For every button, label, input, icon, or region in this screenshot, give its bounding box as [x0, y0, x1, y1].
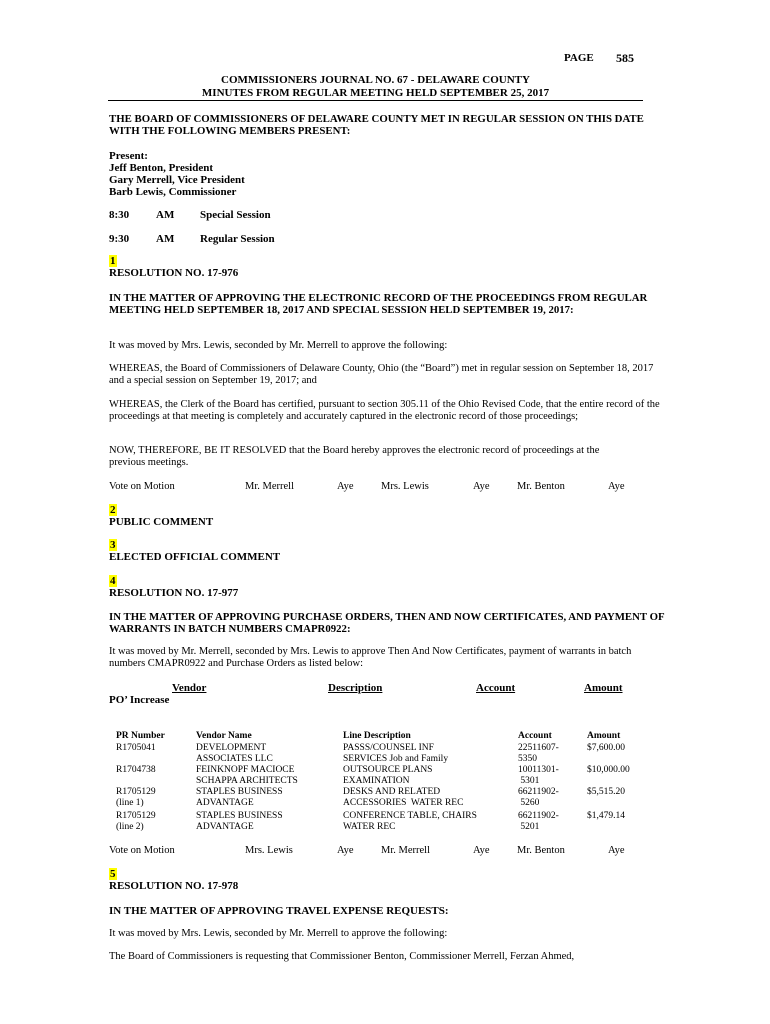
col-amount-header: Amount: [584, 682, 623, 694]
pr-number: R1704738: [116, 765, 156, 775]
motion-text: It was moved by Mr. Merrell, seconded by Mrs. Lewis to approve Then And Now Certificates, payment of warrants in batch numbers CMAPR0922 and Purchase Orders as listed below:: [109, 646, 632, 669]
line-description: ACCESSORIES WATER REC: [343, 798, 464, 808]
journal-title: COMMISSIONERS JOURNAL NO. 67 - DELAWARE COUNTY: [221, 74, 530, 86]
item-number: 4: [110, 575, 116, 587]
table-header-amount: Amount: [587, 731, 621, 741]
voter-name: Mrs. Lewis: [245, 845, 293, 856]
page-label: PAGE: [564, 52, 594, 64]
voter-name: Mr. Benton: [517, 845, 565, 856]
item-number: 1: [110, 255, 116, 267]
page-number: 585: [616, 51, 634, 65]
account-number: 10011301-: [518, 765, 559, 775]
line-description: OUTSOURCE PLANS: [343, 765, 433, 775]
pr-number: R1705129: [116, 811, 156, 821]
vendor-name: ADVANTAGE: [196, 822, 254, 832]
vendor-name: STAPLES BUSINESS: [196, 811, 283, 821]
vote-value: Aye: [337, 481, 354, 492]
vote-value: Aye: [337, 845, 354, 856]
vendor-name: SCHAPPA ARCHITECTS: [196, 776, 298, 786]
resolution-matter: IN THE MATTER OF APPROVING TRAVEL EXPENSE REQUESTS:: [109, 905, 449, 917]
item-number: 3: [110, 539, 116, 551]
resolution-title: RESOLUTION NO. 17-978: [109, 880, 239, 892]
line-description: WATER REC: [343, 822, 396, 832]
vendor-name: DEVELOPMENT: [196, 743, 267, 753]
line-description: CONFERENCE TABLE, CHAIRS: [343, 811, 477, 821]
col-description-header: Description: [328, 682, 383, 694]
amount: $7,600.00: [587, 743, 625, 753]
account-number: 66211902-: [518, 811, 559, 821]
line-description: SERVICES Job and Family: [343, 754, 449, 764]
voter-name: Mr. Benton: [517, 481, 565, 492]
vote-value: Aye: [608, 481, 625, 492]
schedule-session: Regular Session: [200, 233, 275, 245]
resolution-title: RESOLUTION NO. 17-977: [109, 587, 239, 599]
table-header-vendor-name: Vendor Name: [196, 731, 252, 741]
schedule-session: Special Session: [200, 209, 271, 221]
motion-text: It was moved by Mrs. Lewis, seconded by Mr. Merrell to approve the following:: [109, 340, 448, 351]
resolved-clause: NOW, THEREFORE, BE IT RESOLVED that the Board hereby approves the electronic record of proceedings at the previous meetings.: [109, 445, 600, 468]
motion-text: It was moved by Mrs. Lewis, seconded by Mr. Merrell to approve the following:: [109, 928, 448, 939]
vendor-name: ASSOCIATES LLC: [196, 754, 273, 764]
member-vice-president: Gary Merrell, Vice President: [109, 174, 245, 186]
member-president: Jeff Benton, President: [109, 162, 213, 174]
whereas-clause-1: WHEREAS, the Board of Commissioners of Delaware County, Ohio (the “Board”) met in regular session on September 18, 2017 and a special session on September 19, 2017; and: [109, 363, 654, 386]
schedule-ampm: AM: [156, 233, 175, 245]
amount: $1,479.14: [587, 811, 625, 821]
table-header-account: Account: [518, 731, 552, 741]
pr-number: R1705041: [116, 743, 156, 753]
line-description: EXAMINATION: [343, 776, 410, 786]
line-description: PASSS/COUNSEL INF: [343, 743, 434, 753]
vote-value: Aye: [608, 845, 625, 856]
agenda-item-title: PUBLIC COMMENT: [109, 516, 214, 528]
agenda-item-title: ELECTED OFFICIAL COMMENT: [109, 551, 281, 563]
col-vendor-header: Vendor: [172, 682, 207, 694]
vote-value: Aye: [473, 481, 490, 492]
schedule-time: 8:30: [109, 209, 130, 221]
whereas-clause-2: WHEREAS, the Clerk of the Board has certified, pursuant to section 305.11 of the Ohio Revised Code, that the entire record of the proceedings at that meeting is completely and accurately captured in the electronic record of those proceedings;: [109, 399, 660, 422]
member-commissioner: Barb Lewis, Commissioner: [109, 186, 237, 198]
pr-line: (line 1): [116, 798, 144, 808]
voter-name: Mrs. Lewis: [381, 481, 429, 492]
schedule-time: 9:30: [109, 233, 130, 245]
amount: $5,515.20: [587, 787, 625, 797]
vendor-name: ADVANTAGE: [196, 798, 254, 808]
item-number: 2: [110, 504, 116, 516]
voter-name: Mr. Merrell: [245, 481, 294, 492]
amount: $10,000.00: [587, 765, 630, 775]
account-number: 5260: [518, 798, 540, 808]
voter-name: Mr. Merrell: [381, 845, 430, 856]
resolution-matter: IN THE MATTER OF APPROVING PURCHASE ORDERS, THEN AND NOW CERTIFICATES, AND PAYMENT OF WARRANTS IN BATCH NUMBERS CMAPR0922:: [109, 611, 665, 635]
vote-label: Vote on Motion: [109, 845, 175, 856]
account-number: 5350: [518, 754, 537, 764]
account-number: 5301: [518, 776, 540, 786]
resolution-title: RESOLUTION NO. 17-976: [109, 267, 239, 279]
account-number: 66211902-: [518, 787, 559, 797]
item-number: 5: [110, 868, 116, 880]
pr-number: R1705129: [116, 787, 156, 797]
vendor-name: FEINKNOPF MACIOCE: [196, 765, 295, 775]
resolution-matter: IN THE MATTER OF APPROVING THE ELECTRONIC RECORD OF THE PROCEEDINGS FROM REGULAR MEETING HELD SEPTEMBER 18, 2017 AND SPECIAL SESSION HELD SEPTEMBER 19, 2017:: [109, 292, 648, 316]
pr-line: (line 2): [116, 822, 144, 832]
vote-label: Vote on Motion: [109, 481, 175, 492]
account-number: 5201: [518, 822, 540, 832]
vote-value: Aye: [473, 845, 490, 856]
resolution-body: The Board of Commissioners is requesting that Commissioner Benton, Commissioner Merrell, Ferzan Ahmed,: [109, 951, 575, 962]
minutes-title: MINUTES FROM REGULAR MEETING HELD SEPTEMBER 25, 2017: [201, 87, 550, 99]
table-header-pr-number: PR Number: [116, 731, 165, 741]
col-account-header: Account: [476, 682, 516, 694]
header-divider: [108, 100, 643, 101]
schedule-ampm: AM: [156, 209, 175, 221]
vendor-name: STAPLES BUSINESS: [196, 787, 283, 797]
intro-statement: THE BOARD OF COMMISSIONERS OF DELAWARE COUNTY MET IN REGULAR SESSION ON THIS DATE WITH THE FOLLOWING MEMBERS PRESENT:: [109, 113, 644, 137]
account-number: 22511607-: [518, 743, 559, 753]
line-description: DESKS AND RELATED: [343, 787, 441, 797]
table-header-line-description: Line Description: [343, 731, 411, 741]
present-label: Present:: [109, 150, 148, 162]
po-increase-label: PO’ Increase: [109, 694, 170, 706]
